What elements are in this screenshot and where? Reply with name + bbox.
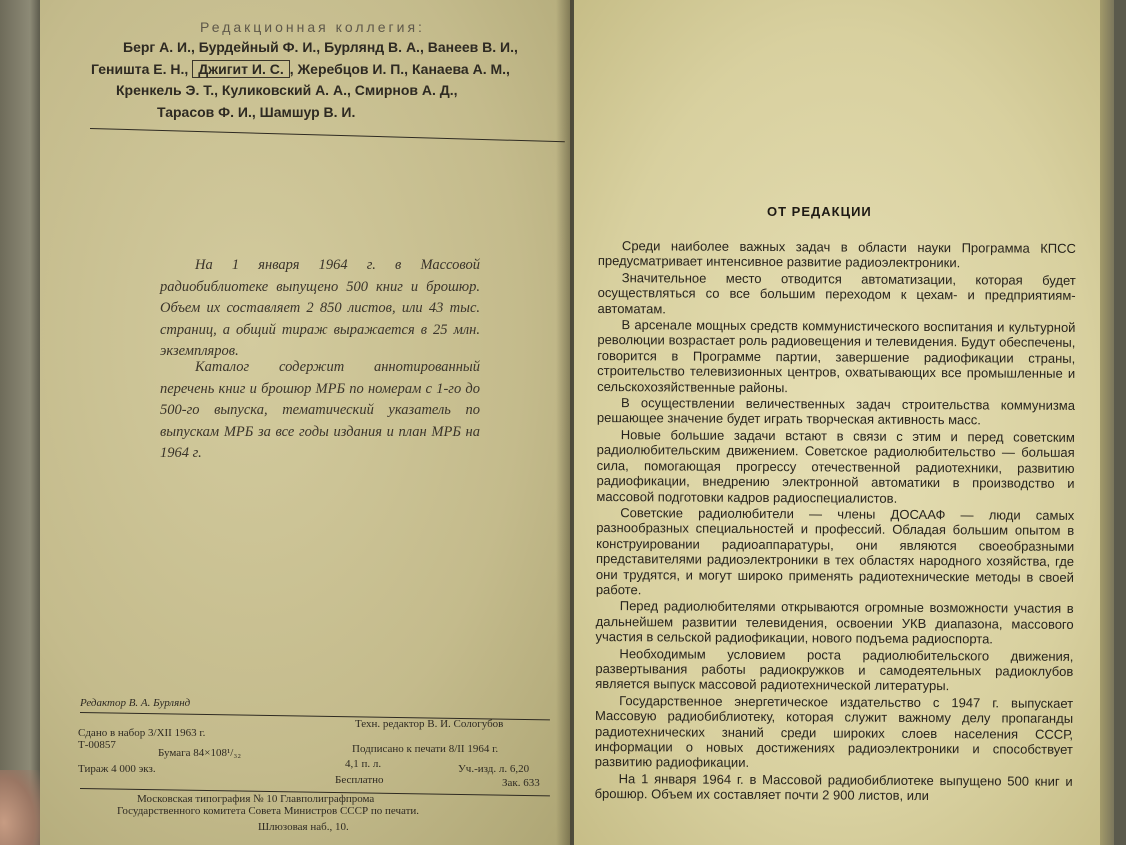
paragraph: Значительное место отводится автоматизации, которая будет осуществляться со все большим переходом к цехам- и предприятиям-автоматам. — [597, 269, 1076, 317]
annotation-paragraph: На 1 января 1964 г. в Массовой радиобиблиотеке выпущено 500 книг и брошюр. Объем их составляет 2 850 листов, или 43 тыс. страниц, а общий тираж выражается в 25 млн. экземпляров. — [160, 257, 480, 359]
editorial-board-line: Кренкель Э. Т., Куликовский А. А., Смирнов А. Д., — [116, 82, 458, 98]
imprint-line: Сдано в набор 3/XII 1963 г. — [78, 727, 206, 739]
left-page — [40, 0, 570, 845]
editorial-board-line — [91, 61, 510, 77]
thumb-holding-book — [0, 770, 40, 845]
board-name: , Жеребцов И. П., Канаева А. М., — [289, 61, 510, 77]
paragraph: На 1 января 1964 г. в Массовой радиобиблиотеке выпущено 500 книг и брошюр. Объем их составляет почти 2 900 листов, или — [594, 770, 1073, 804]
price-free: Бесплатно — [335, 774, 384, 786]
right-page — [574, 0, 1114, 845]
highlighted-board-name: Джигит И. С. — [192, 60, 290, 78]
printer-line: Шлюзовая наб., 10. — [258, 821, 349, 833]
paragraph: Необходимым условием роста радиолюбительского движения, развертывания работы радиокружков и самодеятельных радиоклубов является выпуск массовой радиотехнической литературы. — [595, 645, 1074, 694]
imprint-line: Бумага 84×108¹/₃₂ — [158, 747, 242, 759]
paragraph: Государственное энергетическое издательство с 1947 г. выпускает Массовую радиобиблиотеку, которая служит важному делу пропаганды радиотехнических знаний среди широких слоев населения СССР, информации о новых достижениях радиоэлектроники и способствует развитию радиофикации. — [594, 692, 1074, 771]
foreword-text — [595, 238, 1076, 805]
page-edge — [1100, 0, 1114, 845]
paragraph: Перед радиолюбителями открываются огромные возможности участия в дальнейшем развитии телевидения, освоении УКВ диапазона, массового участия в сельской радиофикации, нового подъема радиоспорта. — [595, 598, 1074, 647]
editorial-board-line: Берг А. И., Бурдейный Ф. И., Бурлянд В. А., Ванеев В. И., — [123, 39, 518, 55]
signed-date: Подписано к печати 8/II 1964 г. — [352, 743, 499, 755]
board-name: Геништа Е. Н., — [91, 61, 189, 77]
imprint-line: Т-00857 — [78, 739, 116, 751]
annotation-paragraph: Каталог содержит аннотированный перечень книг и брошюр МРБ по номерам с 1-го до 500-го выпуска, тематический указатель по выпускам МРБ за все годы издания и план МРБ на 1964 г. — [160, 359, 480, 461]
editorial-board-title: Редакционная коллегия: — [200, 19, 425, 35]
section-heading: ОТ РЕДАКЦИИ — [767, 204, 872, 219]
printer-line: Московская типография № 10 Главполиграфпрома — [137, 793, 375, 805]
imprint-line: Тираж 4 000 экз. — [78, 763, 156, 775]
editorial-board-line: Тарасов Ф. И., Шамшур В. И. — [157, 104, 356, 120]
paragraph: Среди наиболее важных задач в области науки Программа КПСС предусматривает интенсивное развитие радиоэлектроники. — [597, 238, 1076, 271]
tech-editor-credit: Техн. редактор В. И. Сологубов — [355, 718, 504, 730]
editor-credit: Редактор В. А. Бурлянд — [80, 697, 191, 709]
order-number: Зак. 633 — [502, 777, 540, 789]
paragraph: В осуществлении величественных задач строительства коммунизма решающее значение будет играть творческая активность масс. — [596, 395, 1076, 428]
paragraph: В арсенале мощных средств коммунистического воспитания и культурной революции возрастает роль радиовещения и телевидения. Будут обеспечены, говорится в Программе партии, завершение радиофикации страны, строительство телевизионных центров, охватывающих все промышленные и сельскохозяйственные районы. — [597, 317, 1076, 395]
divider — [90, 128, 565, 142]
publisher-sheets: Уч.-изд. л. 6,20 — [458, 763, 530, 775]
paragraph: Новые большие задачи встают в связи с этим и перед советским радиолюбительским движением. Советское радиолюбительство — большая сила, помогающая прогрессу отечественной радиотехники, развитию радиофикации, внедрению электронной автоматики в производство и массовой подготовки кадров радиоспециалистов. — [596, 427, 1075, 506]
print-sheets: 4,1 п. л. — [345, 758, 382, 770]
printer-line: Государственного комитета Совета Министров СССР по печати. — [117, 805, 420, 817]
paragraph: Советские радиолюбители — члены ДОСААФ — люди самых разнообразных специальностей и профессий. Обладая большим опытом в конструировании радиоаппаратуры, они являются своеобразными представителями радиоэлектроники в тех областях народного хозяйства, где они трудятся, и могут широко применять радиотехнические методы в своей работе. — [595, 505, 1075, 598]
